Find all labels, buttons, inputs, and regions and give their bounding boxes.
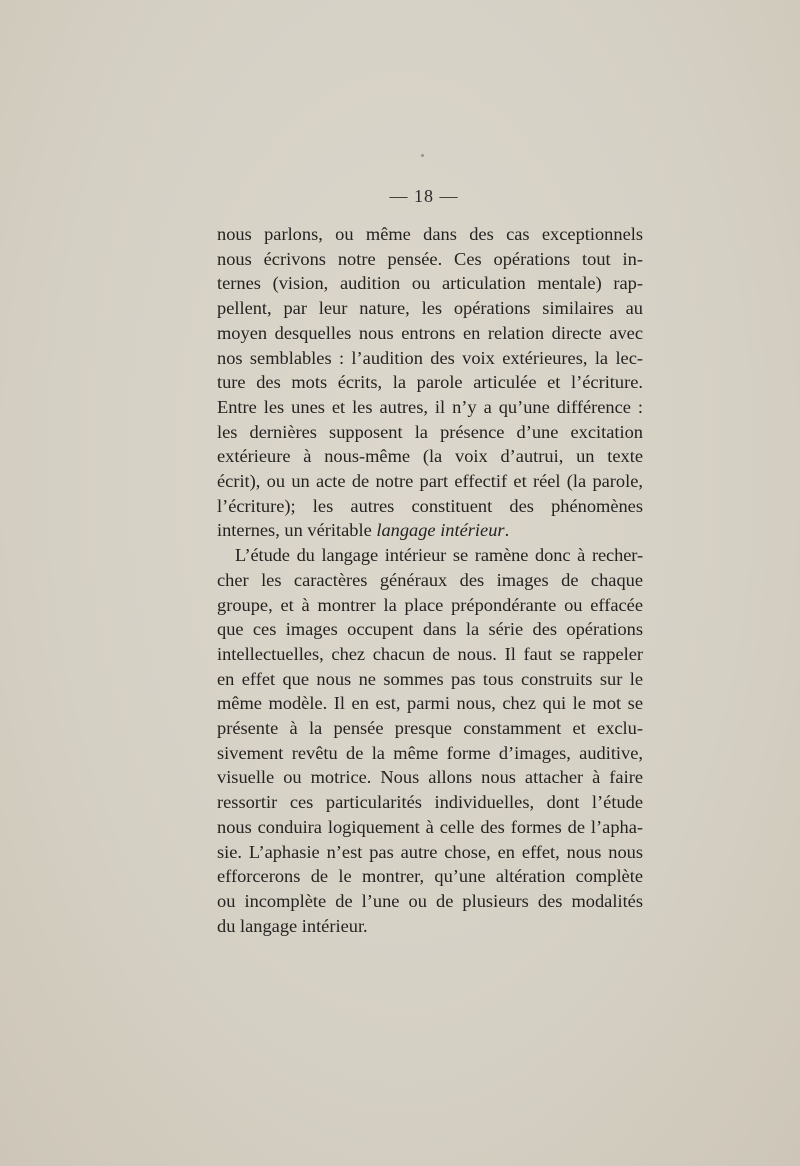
text-line: efforcerons de le montrer, qu’une altération complète: [217, 866, 643, 887]
text-line: ture des mots écrits, la parole articulée et l’écriture.: [217, 372, 643, 393]
paper-speck: [421, 154, 424, 157]
text-line: sivement revêtu de la même forme d’images, auditive,: [217, 742, 643, 763]
text-line: même modèle. Il en est, parmi nous, chez qui le mot se: [217, 693, 643, 714]
text-line: extérieure à nous-même (la voix d’autrui, un texte: [217, 446, 643, 467]
text-line: visuelle ou motrice. Nous allons nous attacher à faire: [217, 767, 643, 788]
text-line: intellectuelles, chez chacun de nous. Il faut se rappeler: [217, 643, 643, 664]
text-line: l’écriture); les autres constituent des phénomènes: [217, 495, 643, 516]
text-fragment: .: [504, 520, 510, 541]
paragraph-2: [217, 543, 643, 938]
text-line-last: du langage intérieur.: [217, 915, 368, 936]
text-line: nous conduira logiquement à celle des formes de l’apha-: [217, 816, 643, 837]
text-line: les dernières supposent la présence d’une excitation: [217, 421, 643, 442]
page-number: — 18 —: [389, 186, 459, 206]
text-fragment: internes, un véritable: [217, 520, 377, 541]
text-line: moyen desquelles nous entrons en relation directe avec: [217, 322, 643, 343]
text-line: cher les caractères généraux des images de chaque: [217, 569, 643, 590]
text-line: nous écrivons notre pensée. Ces opérations tout in-: [217, 248, 643, 269]
text-line-last: [217, 518, 643, 543]
italic-term: langage intérieur: [376, 520, 505, 541]
text-line: présente à la pensée presque constamment et exclu-: [217, 718, 643, 739]
body-text: [217, 222, 643, 938]
paragraph-1: [217, 222, 643, 543]
text-line: en effet que nous ne sommes pas tous construits sur le: [217, 668, 643, 689]
text-line: ressortir ces particularités individuelles, dont l’étude: [217, 792, 643, 813]
text-line: ou incomplète de l’une ou de plusieurs des modalités: [217, 890, 643, 911]
text-line: Entre les unes et les autres, il n’y a qu’une différence :: [217, 396, 643, 417]
text-line: écrit), ou un acte de notre part effectif et réel (la parole,: [217, 471, 643, 492]
text-line: nos semblables : l’audition des voix extérieures, la lec-: [217, 347, 643, 368]
text-line: groupe, et à montrer la place prépondérante ou effacée: [217, 594, 643, 615]
text-line: pellent, par leur nature, les opérations similaires au: [217, 298, 643, 319]
text-line: ternes (vision, audition ou articulation mentale) rap-: [217, 273, 643, 294]
text-line: L’étude du langage intérieur se ramène donc à recher-: [235, 545, 643, 566]
text-line: nous parlons, ou même dans des cas exceptionnels: [217, 224, 643, 244]
text-line: sie. L’aphasie n’est pas autre chose, en effet, nous nous: [217, 841, 643, 862]
text-line: que ces images occupent dans la série des opérations: [217, 619, 643, 640]
